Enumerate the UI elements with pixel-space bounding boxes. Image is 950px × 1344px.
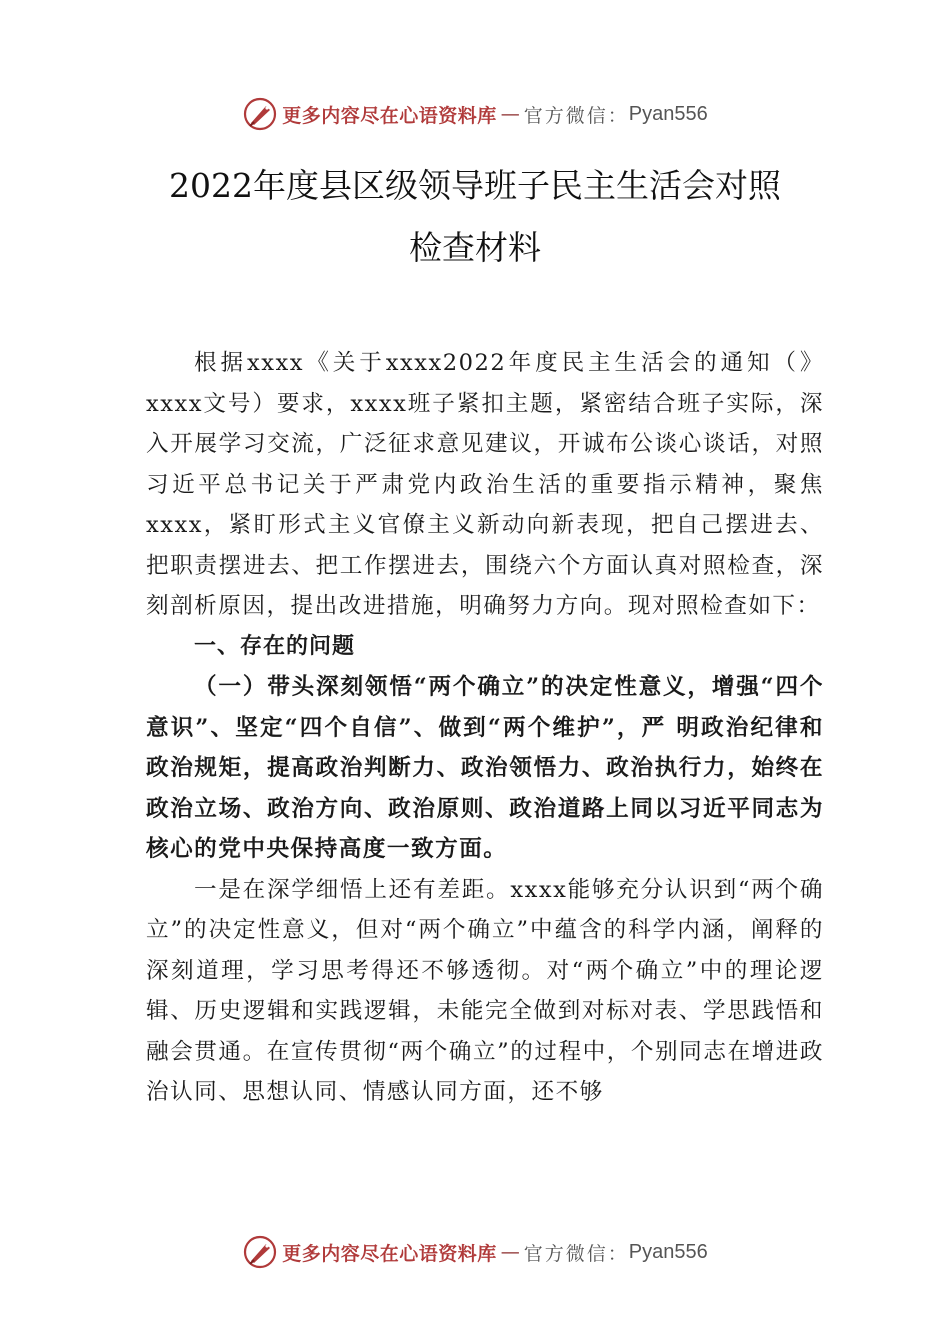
pen-nib-logo-icon — [242, 1234, 278, 1270]
footer-watermark-banner — [0, 1232, 950, 1272]
document-title-line-2: 检查材料 — [409, 228, 541, 267]
document-body — [146, 343, 824, 1113]
point-paragraph: 一是在深学细悟上还有差距。xxxx能够充分认识到“两个确立”的决定性意义，但对“两个确立”中蕴含的科学内涵，阐释的深刻道理，学习思考得还不够透彻。对“两个确立”中的理论逻辑、历史逻辑和实践逻辑，未能完全做到对标对表、学思践悟和融会贯通。在宣传贯彻“两个确立”的过程中，个别同志在增进政治认同、思想认同、情感认同方面，还不够 — [146, 876, 824, 1105]
banner-wechat-id: Pyan556 — [628, 102, 708, 125]
header-watermark-banner — [0, 94, 950, 134]
banner-text: 更多内容尽在心语资料库 — [282, 104, 497, 127]
banner-label: 官方微信： — [523, 1242, 629, 1265]
banner-wechat-id: Pyan556 — [628, 1240, 708, 1263]
banner-separator: — — [500, 103, 520, 125]
section-heading: 一、存在的问题 — [194, 633, 356, 659]
banner-label: 官方微信： — [523, 104, 629, 127]
banner-text: 更多内容尽在心语资料库 — [282, 1242, 497, 1265]
intro-paragraph: 根据xxxx《关于xxxx2022年度民主生活会的通知（》xxxx文号）要求，xxxx班子紧扣主题，紧密结合班子实际，深入开展学习交流，广泛征求意见建议，开诚布公谈心谈话，对照习近平总书记关于严肃党内政治生活的重要指示精神，聚焦xxxx，紧盯形式主义官僚主义新动向新表现，把自己摆进去、把职责摆进去、把工作摆进去，围绕六个方面认真对照检查，深刻剖析原因，提出改进措施，明确努力方向。现对照检查如下： — [146, 350, 824, 619]
subsection-heading: （一）带头深刻领悟“两个确立”的决定性意义，增强“四个意识”、坚定“四个自信”、做到“两个维护”，严 明政治纪律和政治规矩，提高政治判断力、政治领悟力、政治执行力，始终在政治立场、政治方向、政治原则、政治道路上同以习近平同志为核心的党中央保持高度一致方面。 — [146, 674, 824, 862]
pen-nib-logo-icon — [242, 96, 278, 132]
document-title-line-1: 2022年度县区级领导班子民主生活会对照 — [169, 166, 781, 205]
banner-separator: — — [500, 1241, 520, 1263]
